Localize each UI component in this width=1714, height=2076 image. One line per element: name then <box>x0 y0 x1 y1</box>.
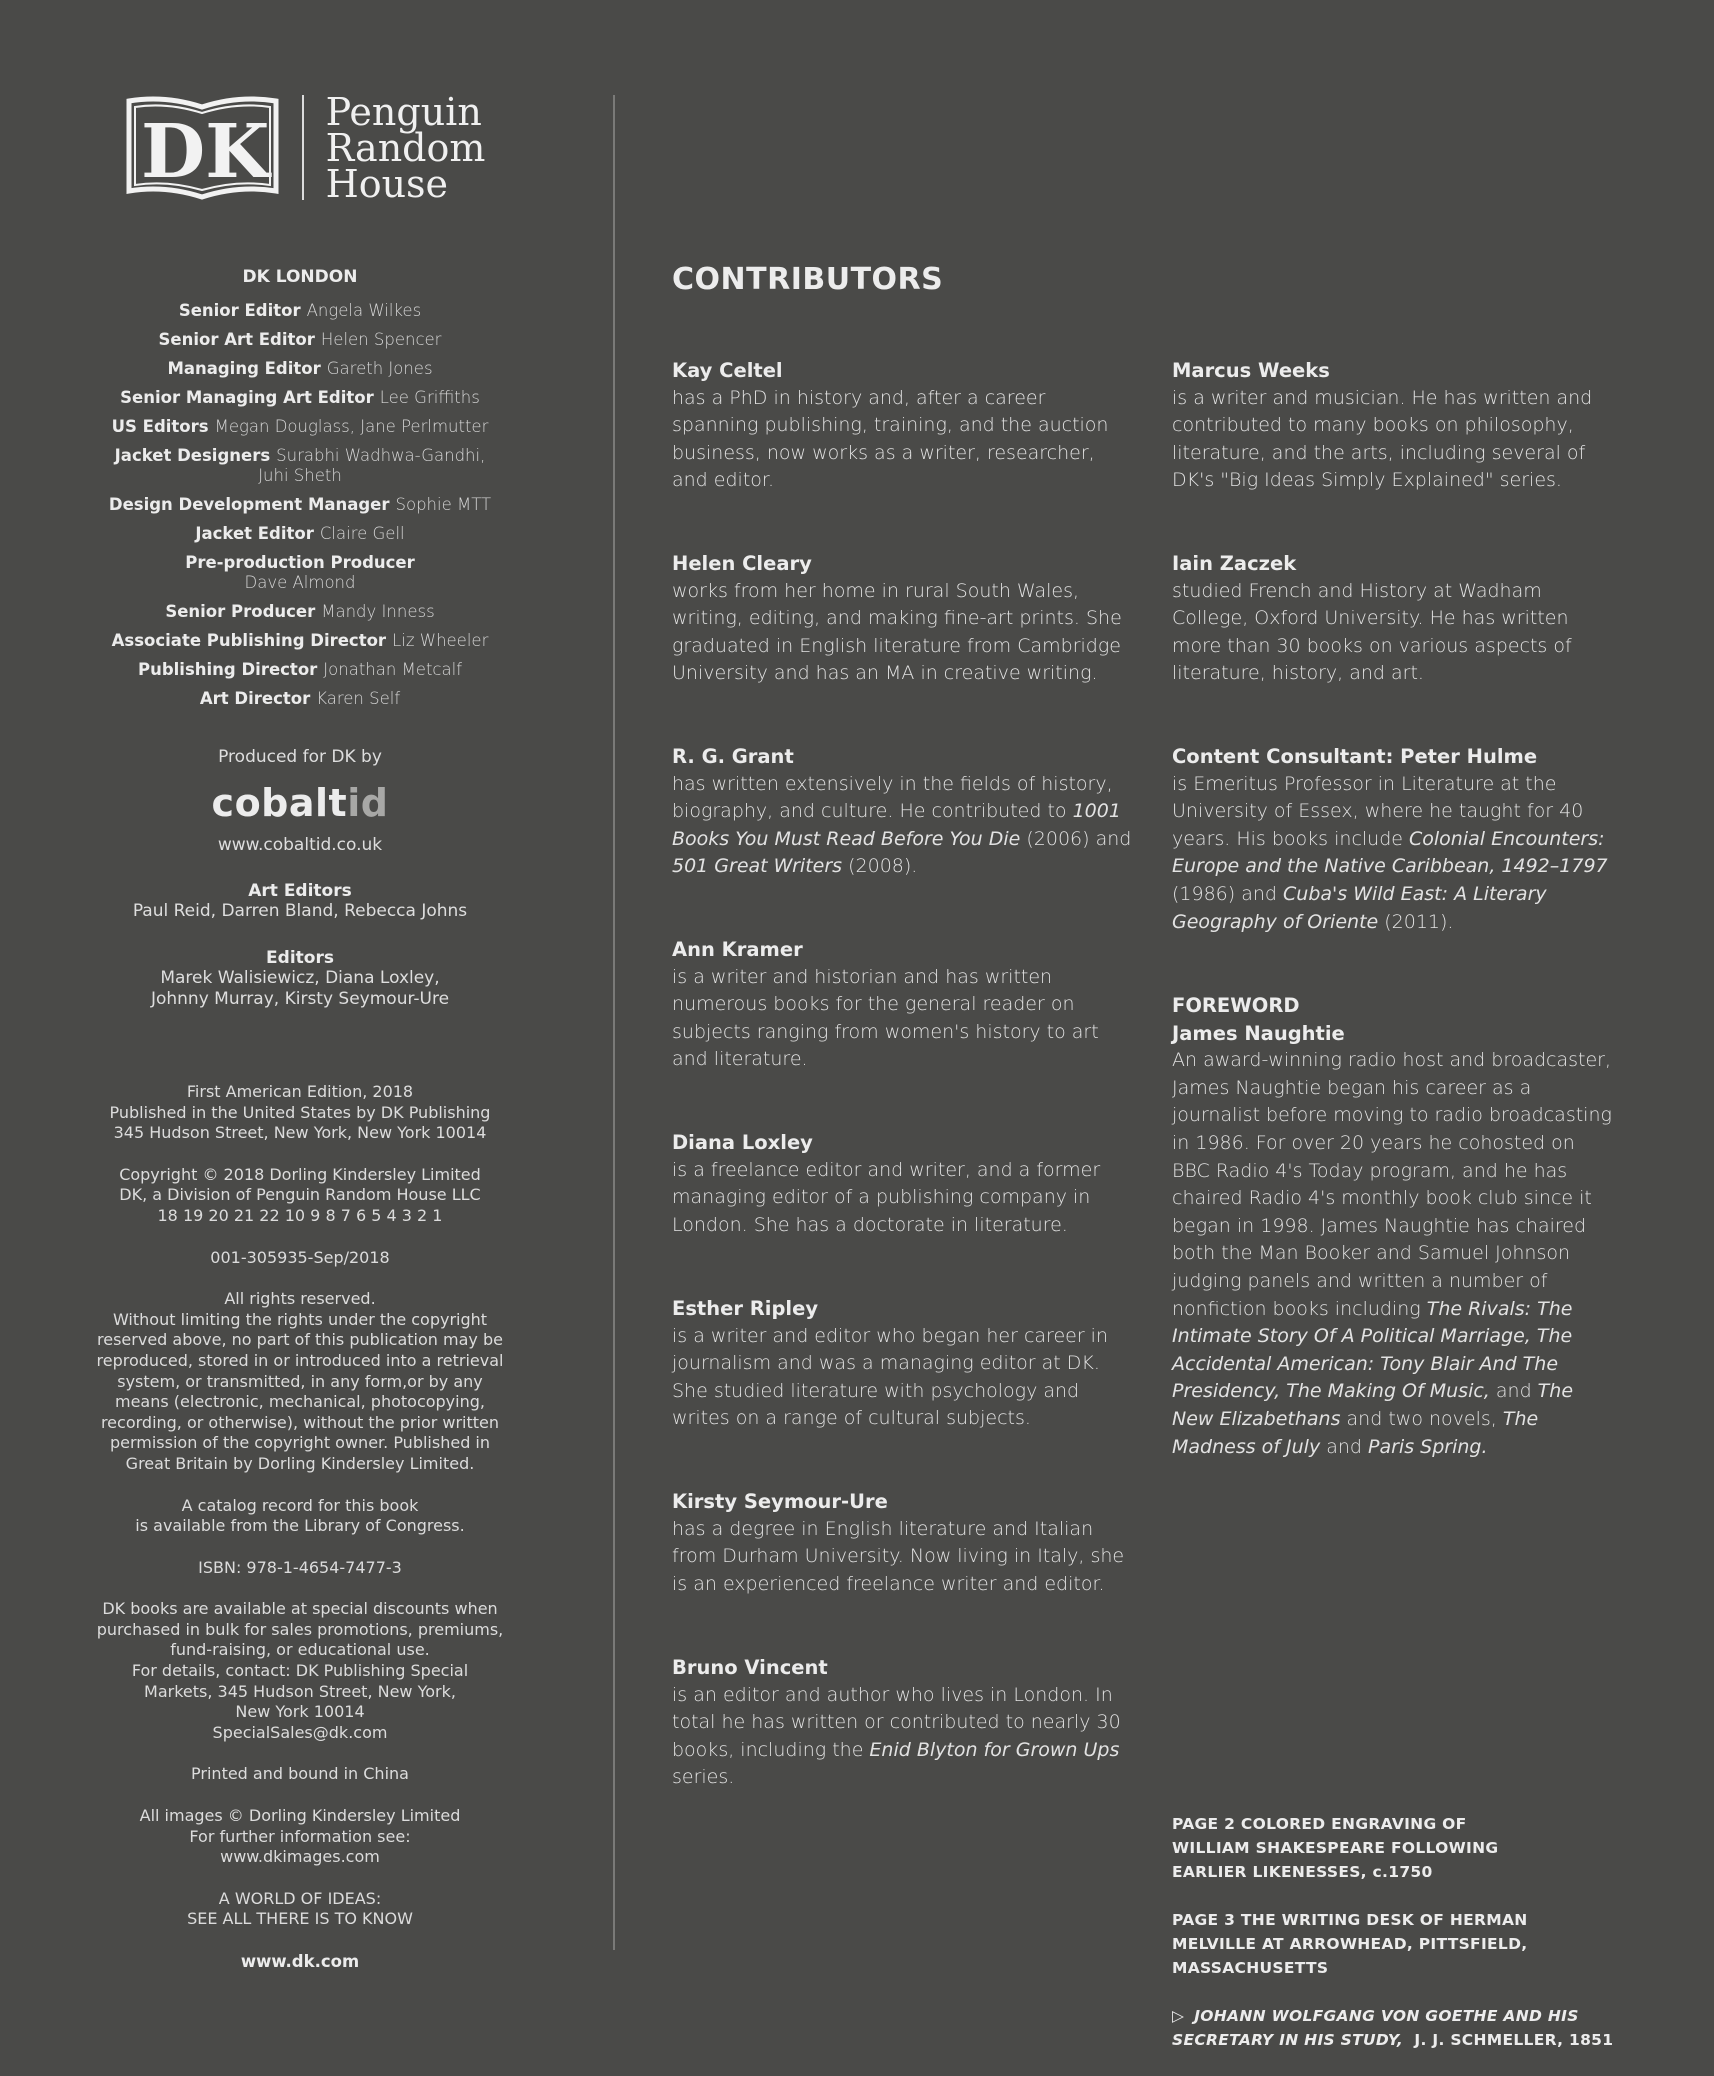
contributor-entry: Kay Celtel has a PhD in history and, after a career spanning publishing, training, and the auction business, now works as a writer, researcher, and editor. <box>672 359 1109 492</box>
dk-book-logo-icon <box>125 93 280 203</box>
caption-page-2: PAGE 2 COLORED ENGRAVING OF WILLIAM SHAKESPEARE FOLLOWING EARLIER LIKENESSES, c.1750 <box>1172 1815 1499 1881</box>
art-editors-heading: Art Editors <box>248 881 352 901</box>
isbn: ISBN: 978-1-4654-7477-3 <box>198 1557 402 1577</box>
publisher-logo <box>90 90 520 205</box>
contributor-entry: Kirsty Seymour-Ure has a degree in English literature and Italian from Durham University. Now living in Italy, she is an experienced freelance writer and editor. <box>672 1490 1125 1595</box>
staff-credit: Jacket Designers Surabhi Wadhwa-Gandhi, Juhi Sheth <box>114 446 486 485</box>
contributor-entry: Ann Kramer is a writer and historian and has written numerous books for the general reader on subjects ranging from women's history to art and literature. <box>672 938 1099 1071</box>
contributors-section <box>672 262 1672 2049</box>
contributor-entry: Marcus Weeks is a writer and musician. He has written and contributed to many books on philosophy, literature, and the arts, including several of DK's "Big Ideas Simply Explained" series. <box>1172 359 1593 492</box>
imprint-column <box>80 90 520 1971</box>
staff-credit: Managing Editor Gareth Jones <box>167 359 433 378</box>
special-sales: DK books are available at special discounts when purchased in bulk for sales promotions, premiums, fund-raising, or educational use. For details, contact: DK Publishing Special Markets, 345 Hudson Street, New York, New York 10014 SpecialSales@dk.com <box>96 1599 504 1742</box>
produced-by: Produced for DK by <box>218 747 382 767</box>
print-code: 001-305935-Sep/2018 <box>210 1247 390 1267</box>
staff-credit: Art Director Karen Self <box>199 689 401 708</box>
art-editors-names: Paul Reid, Darren Bland, Rebecca Johns <box>132 901 468 921</box>
editors-heading: Editors <box>266 948 334 968</box>
copyright-notice: Copyright © 2018 Dorling Kindersley Limited DK, a Division of Penguin Random House LLC 18 19 20 21 22 10 9 8 7 6 5 4 3 2 1 <box>119 1164 481 1225</box>
contributor-entry: Bruno Vincent is an editor and author who lives in London. In total he has written or contributed to nearly 30 books, including the Enid Blyton for Grown Ups series. <box>672 1656 1121 1789</box>
staff-credit: Pre-production Producer Dave Almond <box>185 553 415 592</box>
staff-credit: Publishing Director Jonathan Metcalf <box>137 660 462 679</box>
contributor-entry: Diana Loxley is a freelance editor and writer, and a former managing editor of a publishing company in London. She has a doctorate in literature. <box>672 1131 1101 1236</box>
svg-text:DK: DK <box>140 108 270 195</box>
contributor-entry: R. G. Grant has written extensively in the fields of history, biography, and culture. He contributed to 1001 Books You Must Read Before You Die (2006) and 501 Great Writers (2008). <box>672 745 1132 878</box>
staff-credit: Associate Publishing Director Liz Wheeler <box>111 631 489 650</box>
cobaltid-url: www.cobaltid.co.uk <box>217 835 383 855</box>
website-link[interactable]: www.dk.com <box>240 1952 360 1971</box>
foreword-author: James Naughtie <box>1172 1021 1345 1045</box>
printed-in: Printed and bound in China <box>191 1764 409 1784</box>
cobaltid-logo: cobaltid <box>211 781 389 825</box>
slogan: A WORLD OF IDEAS: SEE ALL THERE IS TO KNOW <box>187 1888 413 1929</box>
caption-goethe: ▷ JOHANN WOLFGANG VON GOETHE AND HIS SECRETARY IN HIS STUDY, J. J. SCHMELLER, 1851 <box>1172 2007 1614 2049</box>
staff-credit: US Editors Megan Douglass, Jane Perlmutter <box>111 417 489 436</box>
staff-credit: Senior Editor Angela Wilkes <box>178 301 422 320</box>
contributor-entry: Esther Ripley is a writer and editor who began her career in journalism and was a managing editor at DK. She studied literature with psychology and writes on a range of cultural subjects. <box>672 1297 1108 1430</box>
contributor-entry: Iain Zaczek studied French and History at Wadham College, Oxford University. He has written more than 30 books on various aspects of literature, history, and art. <box>1172 552 1572 685</box>
column-divider <box>613 95 615 1950</box>
dk-london-heading: DK LONDON <box>242 267 358 287</box>
foreword-entry: FOREWORD James Naughtie An award-winning radio host and broadcaster, James Naughtie began his career as a journalist before moving to radio broadcasting in 1986. For over 20 years he cohosted on BBC Radio 4's Today program, and he has chaired Radio 4's monthly book club since it began in 1998. James Naughtie has chaired both the Man Booker and Samuel Johnson judging panels and written a number of nonfiction books including The Rivals: The Intimate Story Of A Political Marriage, The Accidental American: Tony Blair And The Presidency, The Making Of Music, and The New Elizabethans and two novels, The Madness of July and Paris Spring. <box>1172 994 1612 1458</box>
image-credits: All images © Dorling Kindersley Limited For further information see: www.dkimages.com <box>139 1806 461 1867</box>
staff-list <box>80 301 520 709</box>
staff-credit: Senior Managing Art Editor Lee Griffiths <box>120 388 480 407</box>
contributors-heading: CONTRIBUTORS <box>672 262 944 297</box>
wordmark-line: Random <box>325 125 486 170</box>
staff-credit: Jacket Editor Claire Gell <box>195 524 405 543</box>
staff-credit: Senior Art Editor Helen Spencer <box>158 330 442 349</box>
logo-separator <box>302 95 304 200</box>
caption-page-3: PAGE 3 THE WRITING DESK OF HERMAN MELVILLE AT ARROWHEAD, PITTSFIELD, MASSACHUSETTS <box>1172 1911 1528 1977</box>
penguin-random-house-wordmark <box>325 89 486 206</box>
consultant-entry: Content Consultant: Peter Hulme is Emeritus Professor in Literature at the University of Essex, where he taught for 40 years. His books include Colonial Encounters: Europe and the Native Caribbean, 1492–1797 (1986) and Cuba's Wild East: A Literary Geography of Oriente (2011). <box>1172 745 1608 933</box>
edition-info: First American Edition, 2018 Published in the United States by DK Publishing 345 Hudson Street, New York, New York 10014 <box>109 1082 491 1143</box>
foreword-heading: FOREWORD <box>1172 994 1300 1017</box>
contributor-entry: Helen Cleary works from her home in rural South Wales, writing, editing, and making fine-art prints. She graduated in English literature from Cambridge University and has an MA in creative writing. <box>672 552 1122 685</box>
triangle-pointer-icon: ▷ <box>1172 2007 1185 2025</box>
rights-notice: All rights reserved. Without limiting the rights under the copyright reserved above, no part of this publication may be reproduced, stored in or introduced into a retrieval system, or transmitted, in any form,or by any means (electronic, mechanical, photocopying, recording, or otherwise), without the prior written permission of the copyright owner. Published in Great Britain by Dorling Kindersley Limited. <box>96 1289 504 1473</box>
staff-credit: Senior Producer Mandy Inness <box>165 602 435 621</box>
wordmark-line: Penguin <box>325 89 482 134</box>
picture-captions <box>1172 1812 1632 2076</box>
staff-credit: Design Development Manager Sophie MTT <box>108 495 492 514</box>
wordmark-line: House <box>325 161 449 206</box>
catalog-record: A catalog record for this book is available from the Library of Congress. <box>135 1495 465 1536</box>
editors-names: Marek Walisiewicz, Diana Loxley, Johnny Murray, Kirsty Seymour-Ure <box>150 968 450 1009</box>
